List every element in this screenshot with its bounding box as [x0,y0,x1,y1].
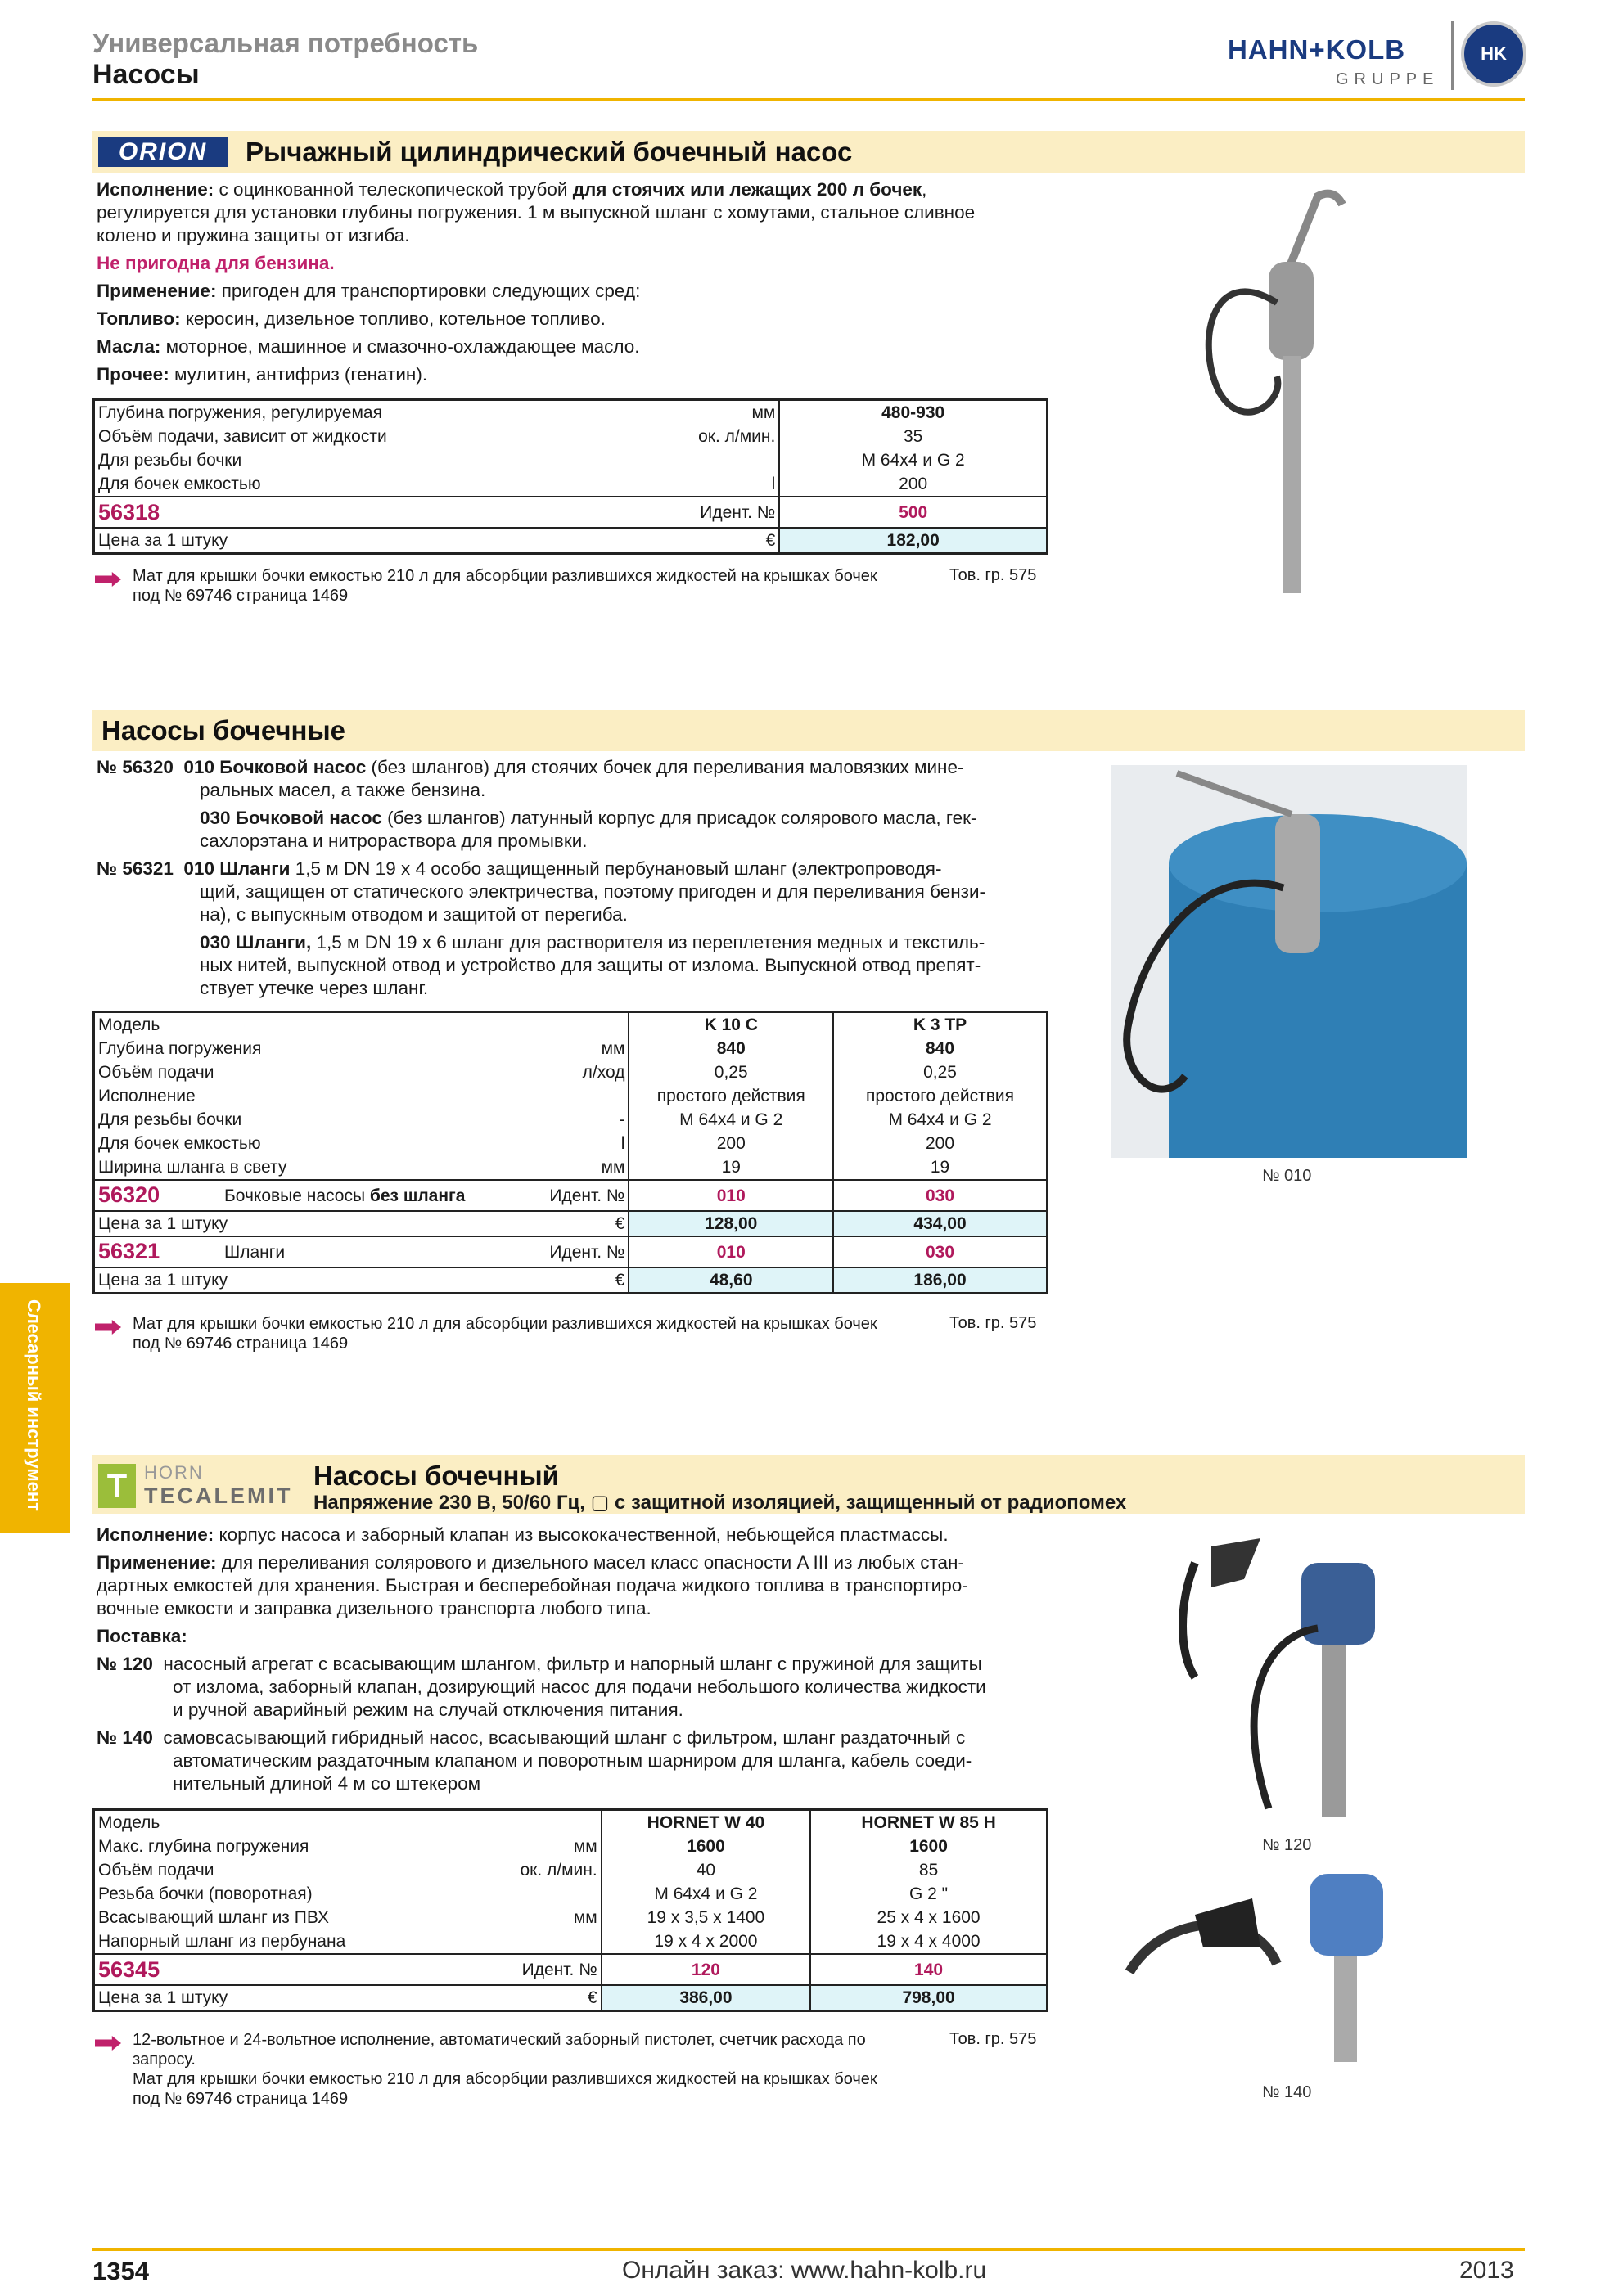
page-number: 1354 [92,2257,149,2285]
table-row: Объём подачи л/ход 0,25 0,25 [94,1060,1048,1084]
hornet-w40-image [1146,1530,1424,1825]
orion-logo: ORION [98,137,228,167]
horn-mark-icon: T [98,1464,136,1508]
section2-note: Мат для крышки бочки емкостью 210 л для абсорбции разлившихся жидкостей на крышках бочек под № 69746 страница 1469 [133,1315,877,1353]
table-row: Всасывающий шланг из ПВХ мм 19 x 3,5 x 1400 25 x 4 x 1600 [94,1906,1048,1929]
caption-010: № 010 [1262,1167,1312,1185]
table-row: Объём подачи ок. л/мин. 40 85 [94,1858,1048,1882]
section2-spec-table [92,1011,1048,1294]
header-title: Насосы [92,59,200,90]
caption-120: № 120 [1262,1836,1312,1854]
section1-note: Мат для крышки бочки емкостью 210 л для абсорбции разлившихся жидкостей на крышках бочек под № 69746 страница 1469 [133,567,877,605]
brand-divider [1451,21,1454,90]
warning-text: Не пригодна для бензина. [97,253,335,273]
section1-description: Исполнение: с оцинкованной телескопической трубой для стоячих или лежащих 200 л бочек, регулируется для установки глубины погружения. 1 м выпускной шланг с хомутами, стальное сливное колено и пружина защиты от изгиба. Не пригодна для бензина. Применение: пригоден для транспортировки следующих сред: Топливо: керосин, дизельное топливо, котельное топливо. Масла: моторное, машинное и смазочно-охлаждающее масло. Прочее: мулитин, антифриз (генатин). [97,178,1046,386]
section3-spec-table [92,1808,1048,2012]
barrel-pump-blue-drum-image [1111,765,1467,1158]
brand-logo: HAHN+KOLB [1228,34,1406,65]
section1-tov: Тов. гр. 575 [949,566,1037,584]
ident-row: 56321 Шланги Идент. № 010 030 [94,1236,1048,1267]
table-row: Для резьбы бочки - M 64x4 и G 2 M 64x4 и G 2 [94,1108,1048,1132]
price-row: Цена за 1 штуку € 128,00 434,00 [94,1211,1048,1236]
barrel-pump-lever-image [1162,180,1408,606]
header-category: Универсальная потребность [92,28,479,58]
section1-spec-table [92,398,1048,555]
brand-seal: HK [1461,21,1526,87]
section3-title: Насосы бочечный [313,1461,559,1491]
arrow-icon [95,572,121,587]
arrow-icon [95,2036,121,2051]
table-row: Модель HORNET W 40 HORNET W 85 H [94,1810,1048,1835]
caption-140: № 140 [1262,2083,1312,2101]
section2-title: Насосы бочечные [101,715,345,745]
price-row: Цена за 1 штуку € 182,00 [94,528,1048,554]
table-row: Для бочек емкостью l 200 [94,472,1048,497]
header-rule [92,98,1525,101]
ident-row: 56318 Идент. № 500 [94,497,1048,528]
section2-tov: Тов. гр. 575 [949,1314,1037,1332]
hornet-w85-image [1113,1866,1457,2062]
table-row: Глубина погружения, регулируемая мм 480-930 [94,400,1048,425]
side-tab-label: Слесарный инструмент [24,1299,44,1511]
section3-tov: Тов. гр. 575 [949,2030,1037,2048]
table-row: Глубина погружения мм 840 840 [94,1037,1048,1060]
arrow-icon [95,1320,121,1335]
footer-rule [92,2248,1525,2251]
horn-tecalemit-logo: T HORN TECALEMIT [98,1461,295,1513]
section3-subtitle: Напряжение 230 В, 50/60 Гц, ▢ с защитной изоляцией, защищенный от радиопомех [313,1492,1127,1514]
table-row: Напорный шланг из пербунана 19 x 4 x 2000 19 x 4 x 4000 [94,1929,1048,1954]
table-row: Макс. глубина погружения мм 1600 1600 [94,1835,1048,1858]
table-row: Резьба бочки (поворотная) M 64x4 и G 2 G 2 " [94,1882,1048,1906]
table-row: Исполнение простого действия простого действия [94,1084,1048,1108]
table-row: Модель K 10 C K 3 TP [94,1012,1048,1038]
catalog-year: 2013 [1459,2257,1514,2284]
price-row: Цена за 1 штуку € 48,60 186,00 [94,1267,1048,1294]
section1-title: Рычажный цилиндрический бочечный насос [246,137,853,167]
price-row: Цена за 1 штуку € 386,00 798,00 [94,1985,1048,2011]
table-row: Объём подачи, зависит от жидкости ок. л/мин. 35 [94,425,1048,448]
table-row: Для бочек емкостью l 200 200 [94,1132,1048,1155]
online-order-link[interactable]: Онлайн заказ: www.hahn-kolb.ru [622,2257,987,2284]
table-row: Для резьбы бочки M 64x4 и G 2 [94,448,1048,472]
brand-sub: GRUPPE [1336,70,1440,88]
section2-description: № 56320 010 Бочковой насос (без шлангов) для стоячих бочек для переливания маловязких мине- ральных масел, а также бензина. 030 Бочковой насос (без шлангов) латунный корпус для присадок солярового масла, гек- сахлорэтана и нитрорастворa для промывки. № 56321 010 Шланги 1,5 м DN 19 x 4 особо защищенный пербунановый шланг (электропроводя- щий, защищен от статического электричества, поэтому пригоден и для переливания бензи- на), с выпускным отводом и защитой от перегиба. 030 Шланги, 1,5 м DN 19 x 6 шланг для растворителя из переплетения медных и текстиль- ных нитей, выпускной отвод и устройство для защиты от излома. Выпускной отвод препят- ствует утечке через шланг. [97,757,986,998]
table-row: Ширина шланга в свету мм 19 19 [94,1155,1048,1180]
section3-note: 12-вольтное и 24-вольтное исполнение, автоматический заборный пистолет, счетчик расхода по запросу. Мат для крышки бочки емкостью 210 л для абсорбции разлившихся жидкостей на крышках бочек под № 69746 страница 1469 [133,2031,877,2108]
ident-row: 56320 Бочковые насосы без шланга Идент. № 010 030 [94,1180,1048,1211]
ident-row: 56345 Идент. № 120 140 [94,1954,1048,1985]
section3-description: Исполнение: корпус насоса и заборный клапан из высококачественной, небьющейся пластмассы. Применение: для переливания солярового и дизельного масел класс опасности A III из любых стан- дартных емкостей для хранения. Быстрая и бесперебойная подача жидкого топлива в транспортиро- вочные емкости и заправка дизельного транспорта любого типа. Поставка: № 120 насосный агрегат с всасывающим шлангом, фильтр и напорный шланг с пружиной для защиты от излома, заборный клапан, дозирующий насос для подачи небольшого количества жидкости и ручной аварийный режим на случай отключения питания. № 140 самовсасывающий гибридный насос, всасывающий шланг с фильтром, шланг раздаточный с автоматическим раздаточным клапаном и поворотным шарниром для шланга, кабель соеди- нительный длиной 4 м со штекером [97,1524,986,1794]
